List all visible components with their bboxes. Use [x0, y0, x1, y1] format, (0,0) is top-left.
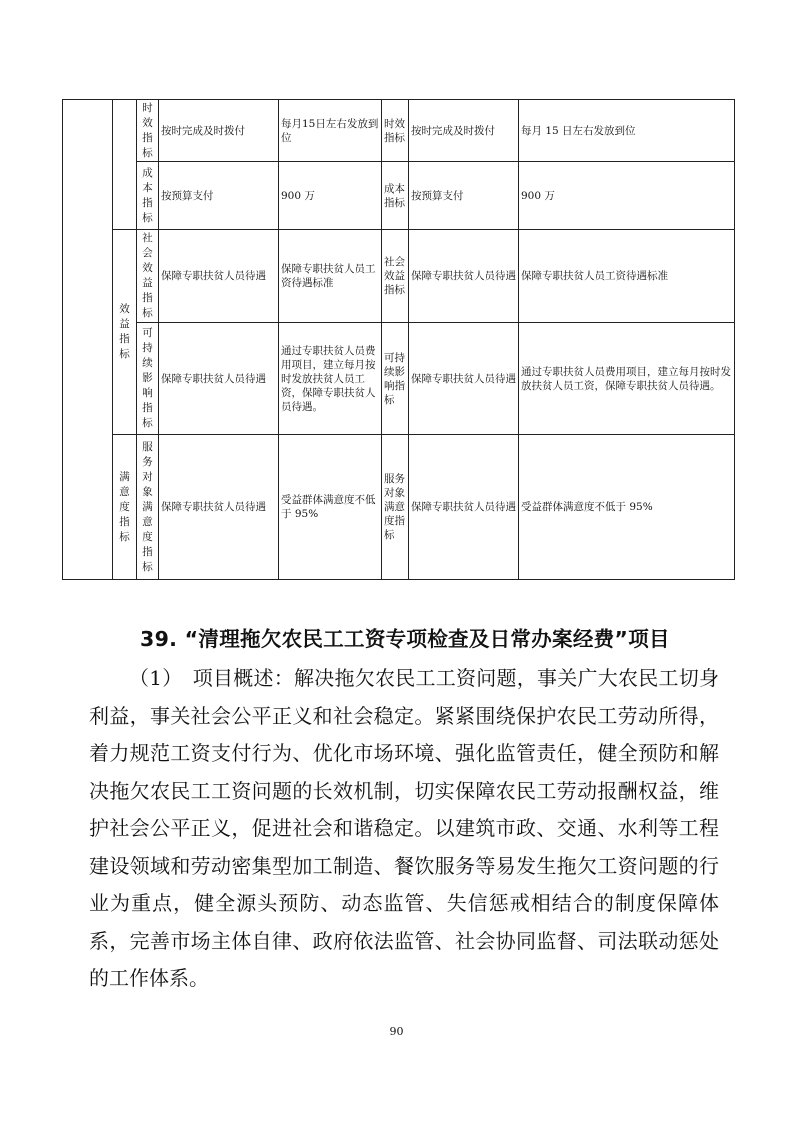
sustain-content-right: 保障专职扶贫人员待遇	[409, 323, 519, 435]
satisfaction-value-right: 受益群体满意度不低于 95%	[519, 435, 735, 580]
level1-indicator-cell	[63, 100, 113, 580]
social-value: 保障专职扶贫人员工资待遇标准	[279, 230, 382, 323]
cost-content-right: 按预算支付	[409, 162, 519, 230]
satisfaction-label: 服务对象满意度指标	[137, 435, 159, 580]
satisfaction-label-right: 服务对象满意度指标	[382, 435, 409, 580]
social-label: 社会效益指标	[137, 230, 159, 323]
sustain-value: 通过专职扶贫人员费用项目，建立每月按时发放扶贫人员工资，保障专职扶贫人员待遇。	[279, 323, 382, 435]
sustain-value-right: 通过专职扶贫人员费用项目，建立每月按时发放扶贫人员工资，保障专职扶贫人员待遇。	[519, 323, 735, 435]
performance-indicator-table	[62, 99, 735, 580]
satisfaction-value: 受益群体满意度不低于 95%	[279, 435, 382, 580]
cost-value: 900 万	[279, 162, 382, 230]
sustain-label-right: 可持续影响指标	[382, 323, 409, 435]
timeliness-label: 时效指标	[137, 100, 159, 162]
satisfaction-content-right: 保障专职扶贫人员待遇	[409, 435, 519, 580]
section-heading: 39. “清理拖欠农民工工资专项检查及日常办案经费”项目	[140, 627, 670, 651]
timeliness-content-right: 按时完成及时拨付	[409, 100, 519, 162]
sustain-content: 保障专职扶贫人员待遇	[159, 323, 279, 435]
timeliness-value-right: 每月 15 日左右发放到位	[519, 100, 735, 162]
cost-content: 按预算支付	[159, 162, 279, 230]
sustain-label: 可持续影响指标	[137, 323, 159, 435]
table-row	[63, 162, 735, 230]
overview-paragraph: （1） 项目概述：解决拖欠农民工工资问题，事关广大农民工切身利益，事关社会公平正义和社会稳定。紧紧围绕保护农民工劳动所得，着力规范工资支付行为、优化市场环境、强化监管责任，健全预防和解决拖欠农民工工资问题的长效机制，切实保障农民工劳动报酬权益，维护社会公平正义，促进社会和谐稳定。以建筑市政、交通、水利等工程建设领域和劳动密集型加工制造、餐饮服务等易发生拖欠工资问题的行业为重点，健全源头预防、动态监管、失信惩戒相结合的制度保障体系，完善市场主体自律、政府依法监管、社会协同监督、司法联动惩处的工作体系。	[89, 666, 719, 990]
table-row	[63, 435, 735, 580]
table-row	[63, 100, 735, 162]
cost-label: 成本指标	[137, 162, 159, 230]
social-value-right: 保障专职扶贫人员工资待遇标准	[519, 230, 735, 323]
timeliness-content: 按时完成及时拨付	[159, 100, 279, 162]
level2-indicator-cell	[113, 100, 137, 230]
table-row	[63, 323, 735, 435]
section-body	[89, 660, 719, 998]
satisfaction-content: 保障专职扶贫人员待遇	[159, 435, 279, 580]
timeliness-label-right: 时效指标	[382, 100, 409, 162]
social-content-right: 保障专职扶贫人员待遇	[409, 230, 519, 323]
satisfaction-indicator-group: 满意度指标	[113, 435, 137, 580]
cost-label-right: 成本指标	[382, 162, 409, 230]
benefit-indicator-group: 效益指标	[113, 230, 137, 435]
timeliness-value: 每月15日左右发放到位	[279, 100, 382, 162]
table-row	[63, 230, 735, 323]
social-label-right: 社会效益指标	[382, 230, 409, 323]
social-content: 保障专职扶贫人员待遇	[159, 230, 279, 323]
cost-value-right: 900 万	[519, 162, 735, 230]
page-number: 90	[389, 1025, 404, 1038]
